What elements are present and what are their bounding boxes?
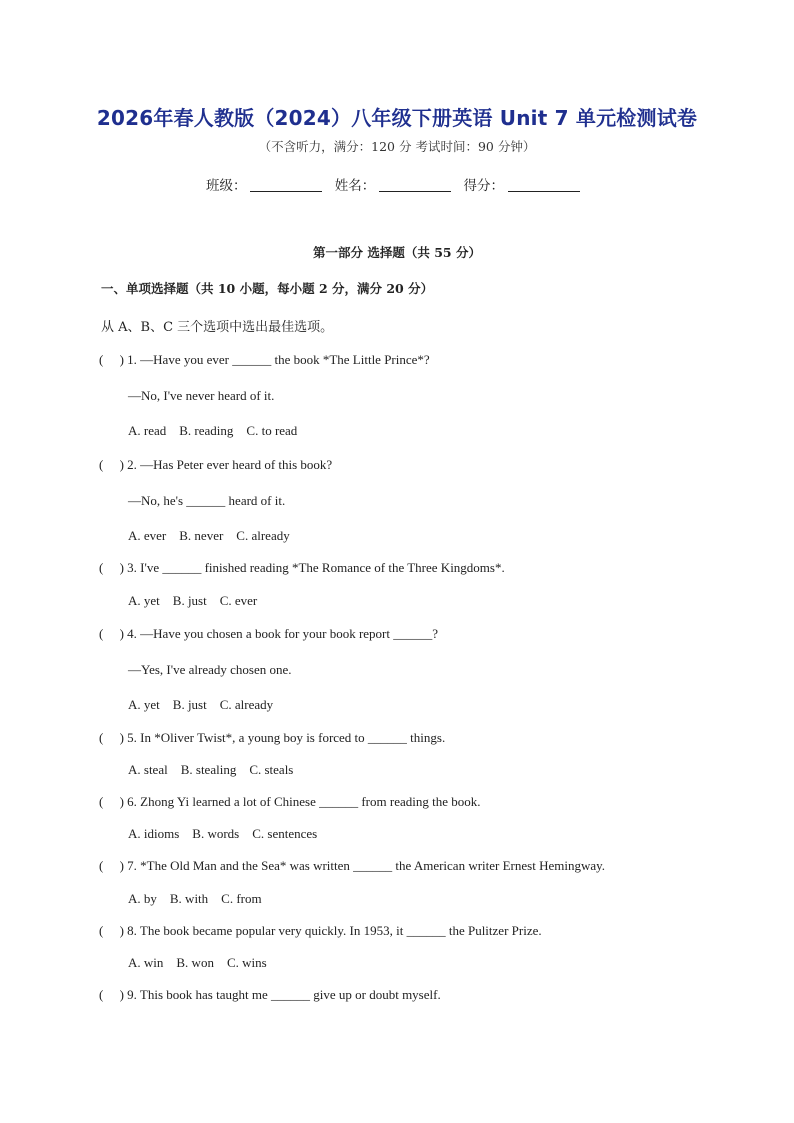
question-1-dialogue: —No, I've never heard of it. (128, 388, 275, 403)
question-8-options: A. win B. won C. wins (128, 955, 267, 970)
question-7-stem: ( ) 7. *The Old Man and the Sea* was written ______ the American writer Ernest Hemingway. (99, 858, 606, 873)
question-3-stem: ( ) 3. I've ______ finished reading *The Romance of the Three Kingdoms*. (99, 560, 505, 575)
exam-subtitle: （不含听力，满分：120 分 考试时间：90 分钟） (258, 139, 536, 154)
question-2-stem: ( ) 2. —Has Peter ever heard of this book? (99, 457, 333, 472)
class-blank[interactable] (250, 191, 322, 192)
question-2-options: A. ever B. never C. already (128, 528, 290, 543)
question-6-options: A. idioms B. words C. sentences (128, 826, 318, 841)
question-4-dialogue: —Yes, I've already chosen one. (128, 662, 292, 677)
question-8-stem: ( ) 8. The book became popular very quickly. In 1953, it ______ the Pulitzer Prize. (99, 923, 542, 938)
question-1-options: A. read B. reading C. to read (128, 423, 298, 438)
section-instruction: 从 A、B、C 三个选项中选出最佳选项。 (101, 320, 334, 335)
student-info-row (0, 174, 794, 194)
question-4-stem: ( ) 4. —Have you chosen a book for your book report ______? (99, 626, 439, 641)
question-7-options: A. by B. with C. from (128, 891, 262, 906)
score-blank[interactable] (508, 191, 580, 192)
question-4-options: A. yet B. just C. already (128, 697, 274, 712)
question-1-stem: ( ) 1. —Have you ever ______ the book *The Little Prince*? (99, 352, 430, 367)
part-title: 第一部分 选择题（共 55 分） (313, 245, 481, 260)
name-blank[interactable] (379, 191, 451, 192)
question-5-options: A. steal B. stealing C. steals (128, 762, 294, 777)
question-6-stem: ( ) 6. Zhong Yi learned a lot of Chinese ______ from reading the book. (99, 794, 481, 809)
question-3-options: A. yet B. just C. ever (128, 593, 258, 608)
question-9-stem: ( ) 9. This book has taught me ______ give up or doubt myself. (99, 987, 441, 1002)
name-label: 姓名： (334, 178, 376, 194)
question-5-stem: ( ) 5. In *Oliver Twist*, a young boy is forced to ______ things. (99, 730, 446, 745)
section-title: 一、单项选择题（共 10 小题，每小题 2 分，满分 20 分） (101, 281, 434, 296)
exam-title: 2026年春人教版（2024）八年级下册英语 Unit 7 单元检测试卷 (96, 106, 698, 130)
score-label: 得分： (463, 178, 505, 194)
class-label: 班级： (205, 178, 247, 194)
question-2-dialogue: —No, he's ______ heard of it. (128, 493, 286, 508)
